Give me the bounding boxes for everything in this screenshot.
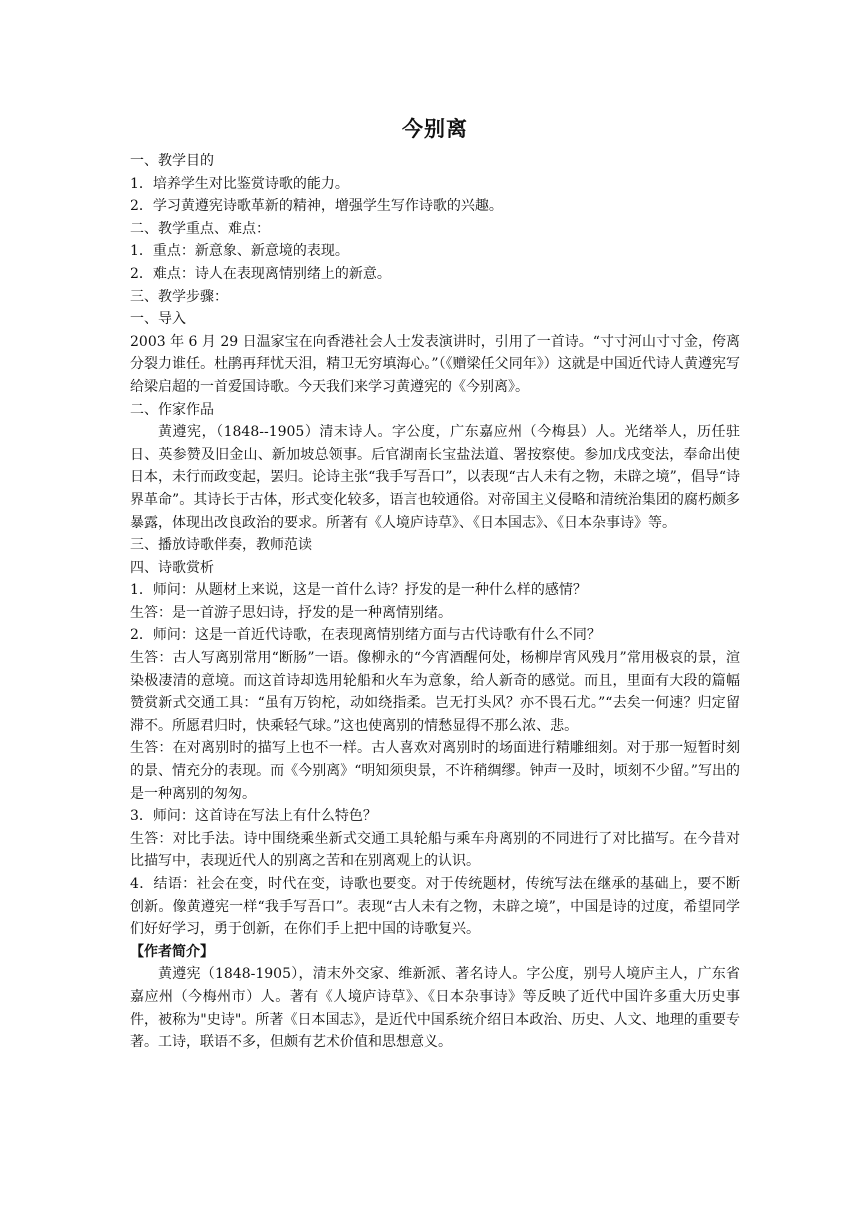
paragraph: 4．结语：社会在变，时代在变，诗歌也要变。对于传统题材，传统写法在继承的基础上，要不断创新。像黄遵宪一样“我手写吾口”。表现“古人未有之物，未辟之境”，中国是诗的过度，希望同学们好好学习，勇于创新，在你们手上把中国的诗歌复兴。: [130, 876, 740, 938]
section-heading: 【作者简介】: [130, 943, 214, 960]
paragraph: 黄遵宪，（1848--1905）清末诗人。字公度，广东嘉应州（今梅县）人。光绪举人，历任驻日、英参赞及旧金山、新加坡总领事。后官湖南长宝盐法道、署按察使。参加戊戌变法，奉命出使日本，未行而政变起，罢归。论诗主张“我手写吾口”，以表现“古人未有之物，未辟之境”，倡导“诗界革命”。其诗长于古体，形式变化较多，语言也较通俗。对帝国主义侵略和清统治集团的腐朽颇多暴露，体现出改良政治的要求。所著有《人境庐诗草》、《日本国志》、《日本杂事诗》等。: [130, 424, 740, 531]
paragraph: 2．难点：诗人在表现离情别绪上的新意。: [130, 265, 391, 282]
paragraph: 生答：在对离别时的描写上也不一样。古人喜欢对离别时的场面进行精雕细刻。对于那一短暂时刻的景、情充分的表现。而《今别离》“明知须臾景，不许稍绸缪。钟声一及时，顷刻不少留。”写出的是一种离别的匆匆。: [130, 740, 740, 802]
paragraph: 二、作家作品: [130, 401, 214, 418]
paragraph: 2．师问：这是一首近代诗歌，在表现离情别绪方面与古代诗歌有什么不同？: [130, 627, 601, 644]
paragraph: 四、诗歌赏析: [130, 559, 214, 576]
paragraph: 2．学习黄遵宪诗歌革新的精神，增强学生写作诗歌的兴趣。: [130, 198, 503, 215]
paragraph: 二、教学重点、难点：: [130, 220, 270, 237]
paragraph: 生答：是一首游子思妇诗，抒发的是一种离情别绪。: [130, 604, 452, 621]
paragraph: 1．师问：从题材上来说，这是一首什么诗？抒发的是一种什么样的感情？: [130, 582, 587, 599]
document-page: [130, 112, 740, 1054]
document-title: 今别离: [402, 117, 468, 141]
paragraph: 1．培养学生对比鉴赏诗歌的能力。: [130, 175, 349, 192]
document-body: [130, 150, 740, 1054]
paragraph: 一、导入: [130, 311, 186, 328]
paragraph: 一、教学目的: [130, 153, 214, 169]
paragraph: 三、播放诗歌伴奏，教师范读: [130, 537, 312, 554]
paragraph: 3．师问：这首诗在写法上有什么特色？: [130, 808, 377, 825]
paragraph: 1．重点：新意象、新意境的表现。: [130, 243, 349, 260]
paragraph: 黄遵宪（1848-1905），清末外交家、维新派、著名诗人。字公度，别号人境庐主人，广东省嘉应州（今梅州市）人。著有《人境庐诗草》、《日本杂事诗》等反映了近代中国许多重大历史事件，被称为"史诗"。所著《日本国志》，是近代中国系统介绍日本政治、历史、人文、地理的重要专著。工诗，联语不多，但颇有艺术价值和思想意义。: [130, 966, 740, 1051]
paragraph: 三、教学步骤：: [130, 288, 228, 305]
paragraph: 生答：古人写离别常用“断肠”一语。像柳永的“今宵酒醒何处，杨柳岸宵风残月”常用极哀的景，渲染极凄清的意境。而这首诗却选用轮船和火车为意象，给人新奇的感觉。而且，里面有大段的篇幅赞赏新式交通工具：“虽有万钧柁，动如绕指柔。岂无打头风？亦不畏石尤。”“去矣一何速？归定留滞不。所愿君归时，快乘轻气球。”这也使离别的情愁显得不那么浓、悲。: [130, 650, 740, 734]
paragraph: 2003 年 6 月 29 日温家宝在向香港社会人士发表演讲时，引用了一首诗。“寸寸河山寸寸金，侉离分裂力谁任。杜鹃再拜忧天泪，精卫无穷填海心。”（《赠梁任父同年》）这就是中国近代诗人黄遵宪写给梁启超的一首爱国诗歌。今天我们来学习黄遵宪的《今别离》。: [130, 333, 740, 395]
paragraph: 生答：对比手法。诗中围绕乘坐新式交通工具轮船与乘车舟离别的不同进行了对比描写。在今昔对比描写中，表现近代人的别离之苦和在别离观上的认识。: [130, 830, 740, 870]
